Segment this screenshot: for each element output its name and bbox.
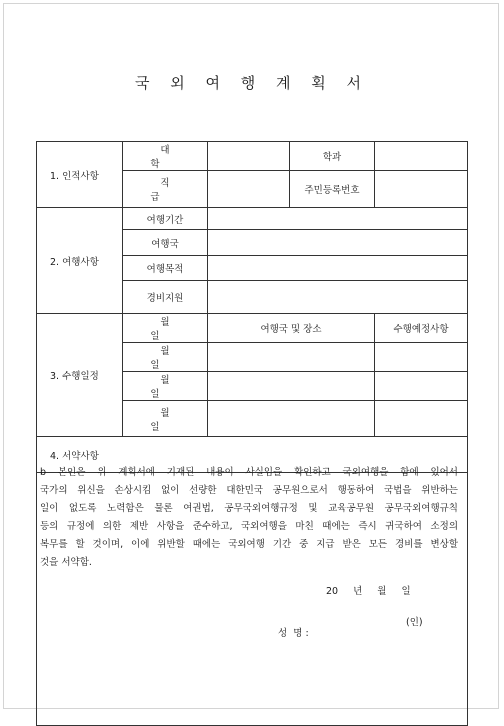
- travel-country-field[interactable]: [208, 230, 468, 256]
- travel-purpose-label: 여행목적: [123, 256, 208, 281]
- schedule-task-header: 수행예정사항: [375, 314, 468, 343]
- section2-label: 2. 여행사항: [37, 208, 123, 314]
- declaration-line: 등의 규정에 의한 제반 사항을 준수하고, 국외여행을 마친 때에는 즉시 귀국하여 소정의: [40, 521, 458, 532]
- schedule-task-field[interactable]: [375, 401, 468, 437]
- schedule-place-field[interactable]: [208, 401, 375, 437]
- university-label: 대 학: [123, 142, 208, 171]
- seal-label: (인): [406, 617, 423, 628]
- signature-line: [272, 614, 423, 650]
- schedule-date-label: 월 일: [123, 372, 208, 401]
- schedule-date-header: 월 일: [123, 314, 208, 343]
- resident-number-label: 주민등록번호: [290, 171, 375, 208]
- funding-field[interactable]: [208, 281, 468, 314]
- schedule-place-field[interactable]: [208, 372, 375, 401]
- university-field[interactable]: [208, 142, 290, 171]
- travel-period-label: 여행기간: [123, 208, 208, 230]
- section3-label: 3. 수행일정: [37, 314, 123, 437]
- section4-label: 4. 서약사항: [37, 437, 468, 473]
- declaration-line: b 본인은 위 계획서에 기재된 내용이 사실임을 확인하고 국외여행을 함에 있어서: [40, 467, 458, 478]
- schedule-date-label: 월 일: [123, 343, 208, 372]
- position-label: 직 급: [123, 171, 208, 208]
- department-field[interactable]: [375, 142, 468, 171]
- declaration-line: 일이 없도록 노력함은 물론 여권법, 공무국외여행규정 및 교육공무원 공무국외여행규칙: [40, 503, 458, 514]
- position-field[interactable]: [208, 171, 290, 208]
- signature-label: 성 명 :: [278, 628, 309, 639]
- document-title: 국 외 여 행 계 획 서: [134, 74, 370, 92]
- schedule-task-field[interactable]: [375, 343, 468, 372]
- schedule-place-field[interactable]: [208, 343, 375, 372]
- resident-number-field[interactable]: [375, 171, 468, 208]
- declaration-line: 복무를 할 것이며, 이에 위반할 때에는 국외여행 기간 중 지급 받은 모든 경비를 변상할: [40, 539, 458, 550]
- travel-purpose-field[interactable]: [208, 256, 468, 281]
- travel-plan-form: [36, 141, 468, 726]
- date-line: 20 년 월 일: [326, 586, 411, 597]
- funding-label: 경비지원: [123, 281, 208, 314]
- department-label: 학과: [290, 142, 375, 171]
- schedule-place-header: 여행국 및 장소: [208, 314, 375, 343]
- declaration-line: 것을 서약함.: [40, 557, 92, 568]
- schedule-task-field[interactable]: [375, 372, 468, 401]
- schedule-date-label: 월 일: [123, 401, 208, 437]
- section1-label: 1. 인적사항: [37, 142, 123, 208]
- travel-period-field[interactable]: [208, 208, 468, 230]
- travel-country-label: 여행국: [123, 230, 208, 256]
- declaration-line: 국가의 위신을 손상시킴 없이 선량한 대한민국 공무원으로서 행동하여 국법을 위반하는: [40, 485, 458, 496]
